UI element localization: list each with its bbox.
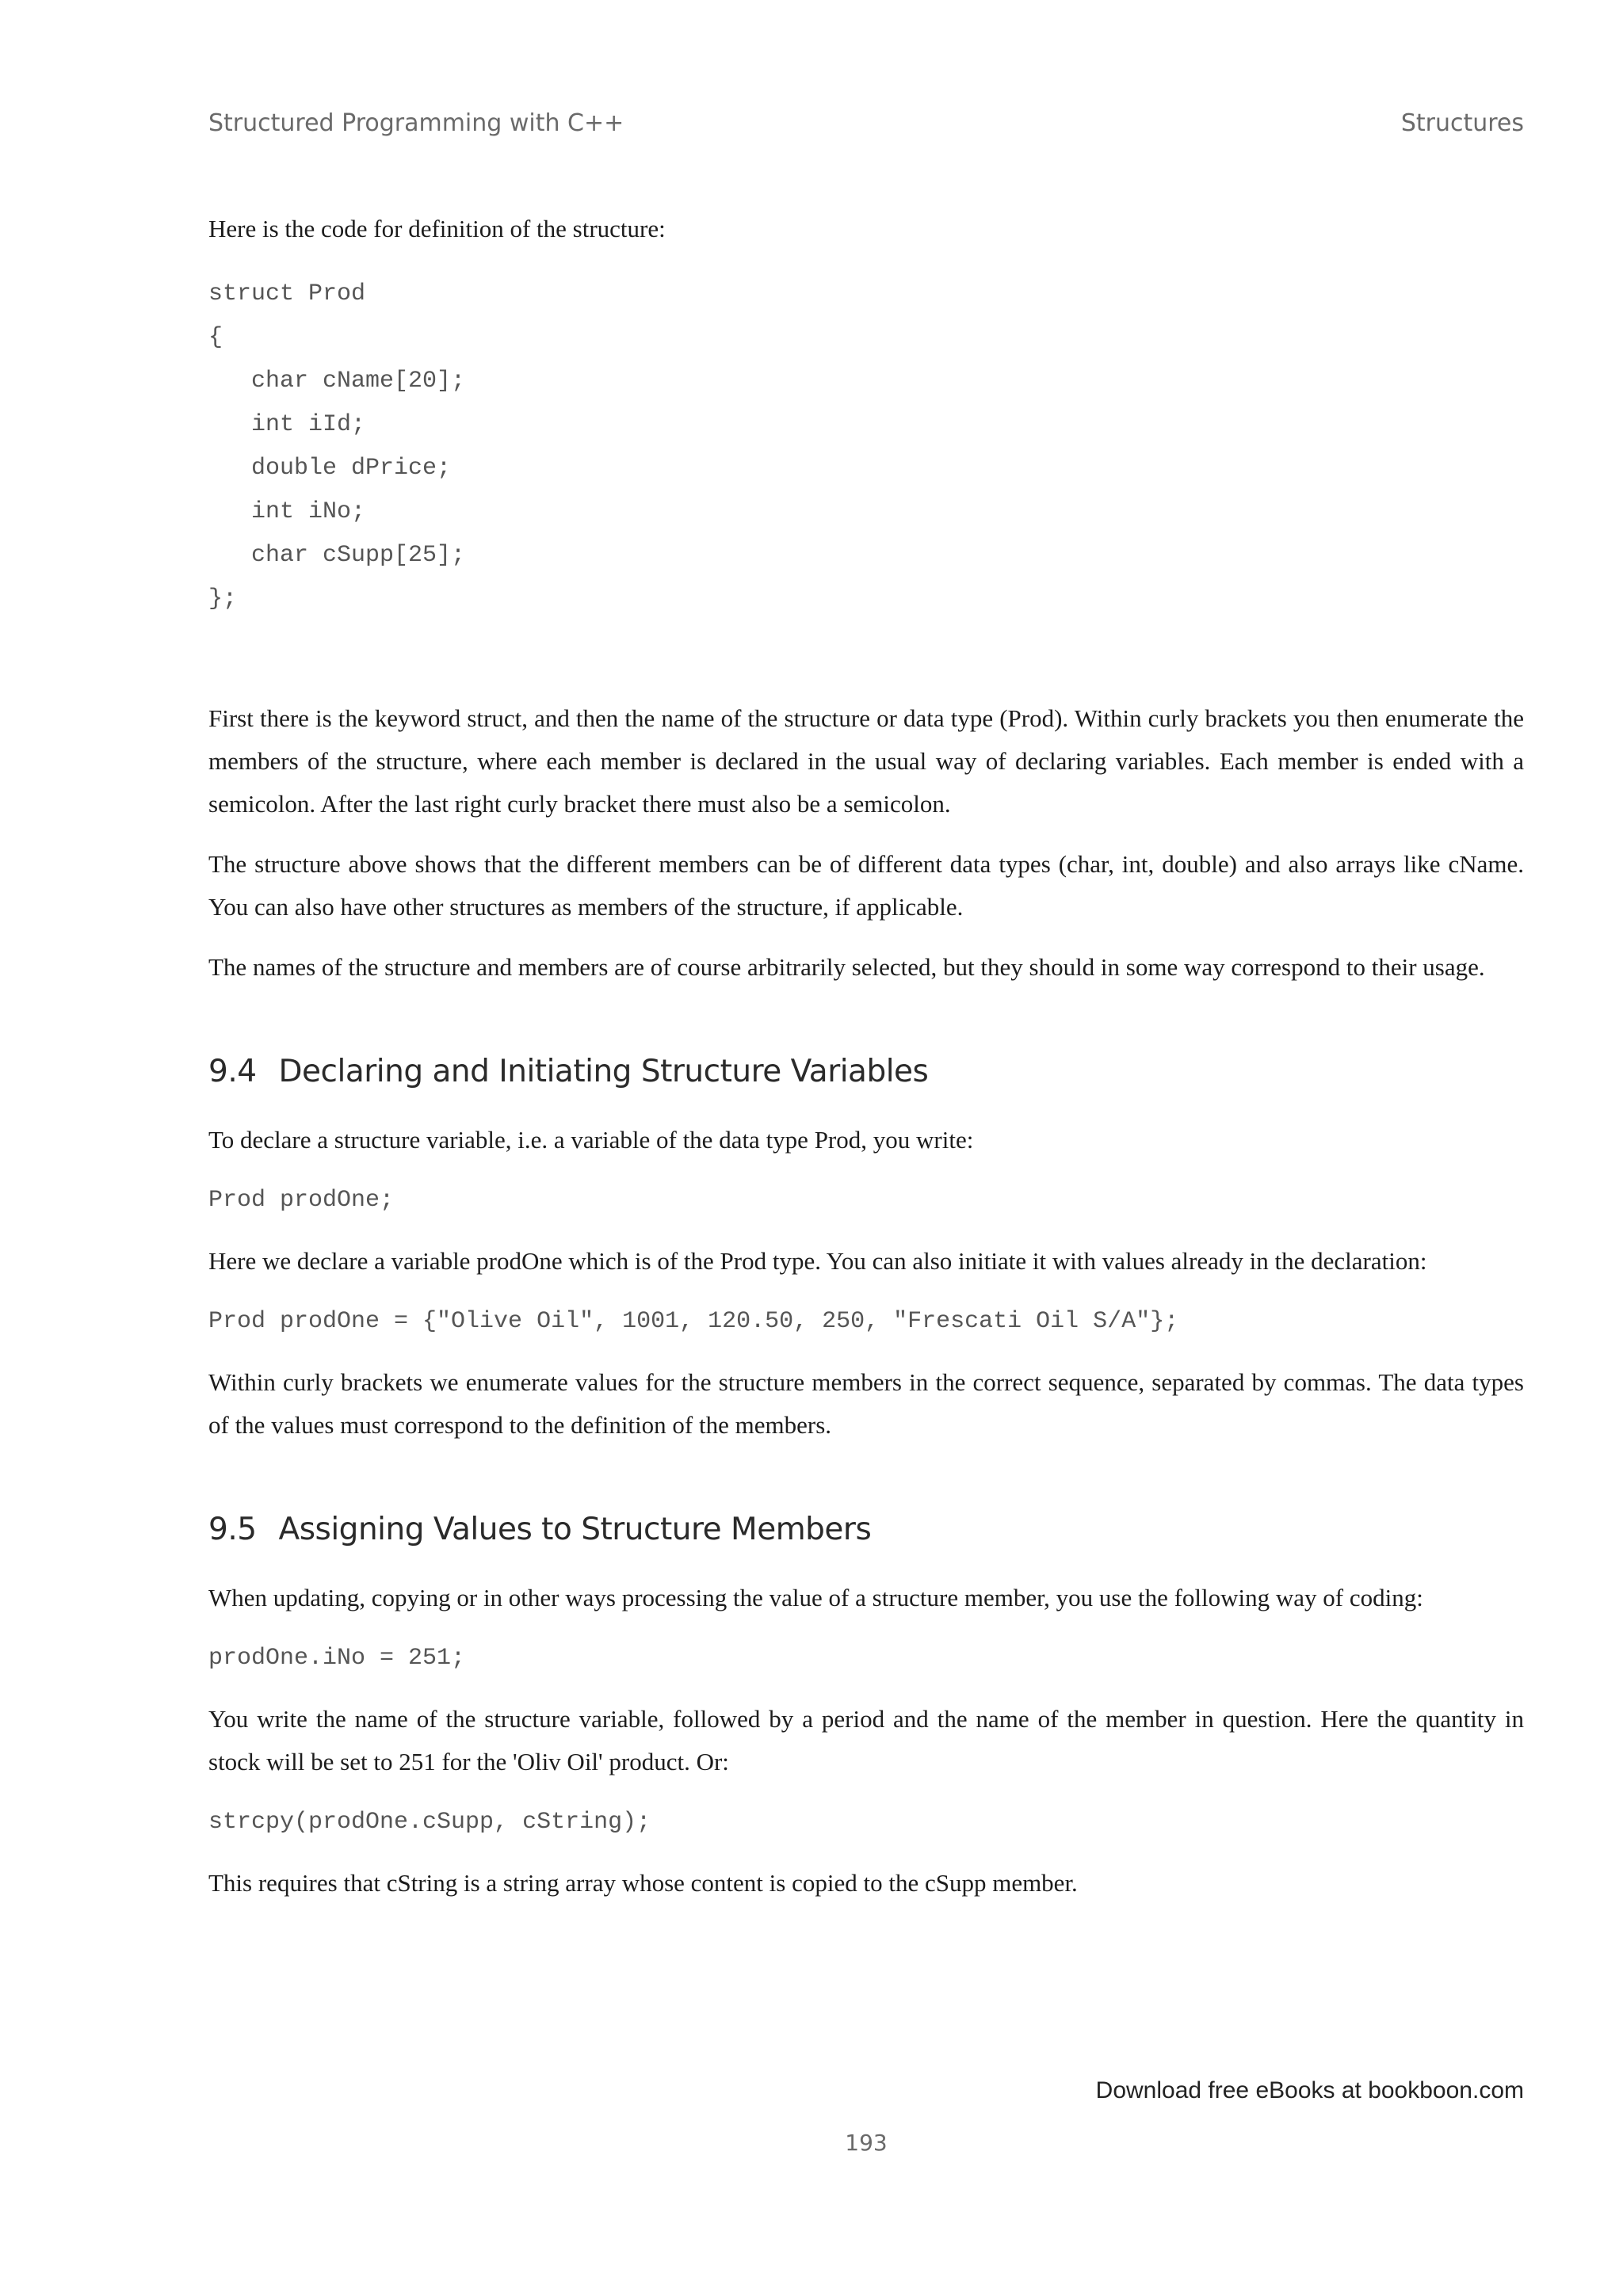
paragraph: When updating, copying or in other ways processing the value of a structure member, you use the following way of coding: bbox=[208, 1584, 1423, 1611]
section-title: Declaring and Initiating Structure Variables bbox=[278, 1054, 929, 1089]
code-intro-text: Here is the code for definition of the structure: bbox=[208, 215, 666, 242]
chapter-title: Structures bbox=[1400, 109, 1524, 137]
code-line: Prod prodOne = {"Olive Oil", 1001, 120.50, 250, "Frescati Oil S/A"}; bbox=[208, 1308, 1179, 1335]
section-number: 9.5 bbox=[208, 1512, 257, 1547]
paragraph: Here we declare a variable prodOne which is of the Prod type. You can also initiate it with values already in the declaration: bbox=[208, 1247, 1427, 1275]
code-line: Prod prodOne; bbox=[208, 1187, 395, 1214]
book-title: Structured Programming with C++ bbox=[208, 109, 624, 137]
document-page bbox=[208, 0, 1524, 2296]
code-line: strcpy(prodOne.cSupp, cString); bbox=[208, 1809, 651, 1836]
struct-definition-code: struct Prod { char cName[20]; int iId; double dPrice; int iNo; char cSupp[25]; }; bbox=[208, 280, 466, 612]
paragraph: Within curly brackets we enumerate values for the structure members in the correct sequence, separated by commas. The data types of the values must correspond to the definition of the members. bbox=[208, 1368, 1524, 1439]
bookboon-download-link[interactable]: Download free eBooks at bookboon.com bbox=[1095, 2077, 1524, 2103]
section-number: 9.4 bbox=[208, 1054, 257, 1089]
paragraph: This requires that cString is a string array whose content is copied to the cSupp member. bbox=[208, 1869, 1078, 1897]
paragraph: First there is the keyword struct, and then the name of the structure or data type (Prod). Within curly brackets you then enumerate the members of the structure, where each member is declared in the usual way of declaring variables. Each member is ended with a semicolon. After the last right curly bracket there must also be a semicolon. bbox=[208, 704, 1524, 818]
code-line: prodOne.iNo = 251; bbox=[208, 1645, 466, 1672]
page-content bbox=[208, 208, 1524, 1905]
paragraph: The names of the structure and members are of course arbitrarily selected, but they should in some way correspond to their usage. bbox=[208, 953, 1485, 981]
running-header bbox=[208, 109, 1524, 137]
paragraph: The structure above shows that the different members can be of different data types (char, int, double) and also arrays like cName. You can also have other structures as members of the structure, if applicable. bbox=[208, 850, 1524, 921]
section-heading-9-5 bbox=[208, 1508, 1524, 1551]
section-heading-9-4 bbox=[208, 1051, 1524, 1093]
section-title: Assigning Values to Structure Members bbox=[278, 1512, 872, 1547]
page-number: 193 bbox=[845, 2130, 888, 2156]
paragraph: To declare a structure variable, i.e. a variable of the data type Prod, you write: bbox=[208, 1126, 974, 1154]
paragraph: You write the name of the structure variable, followed by a period and the name of the member in question. Here the quantity in stock will be set to 251 for the 'Oliv Oil' product. Or: bbox=[208, 1705, 1524, 1775]
